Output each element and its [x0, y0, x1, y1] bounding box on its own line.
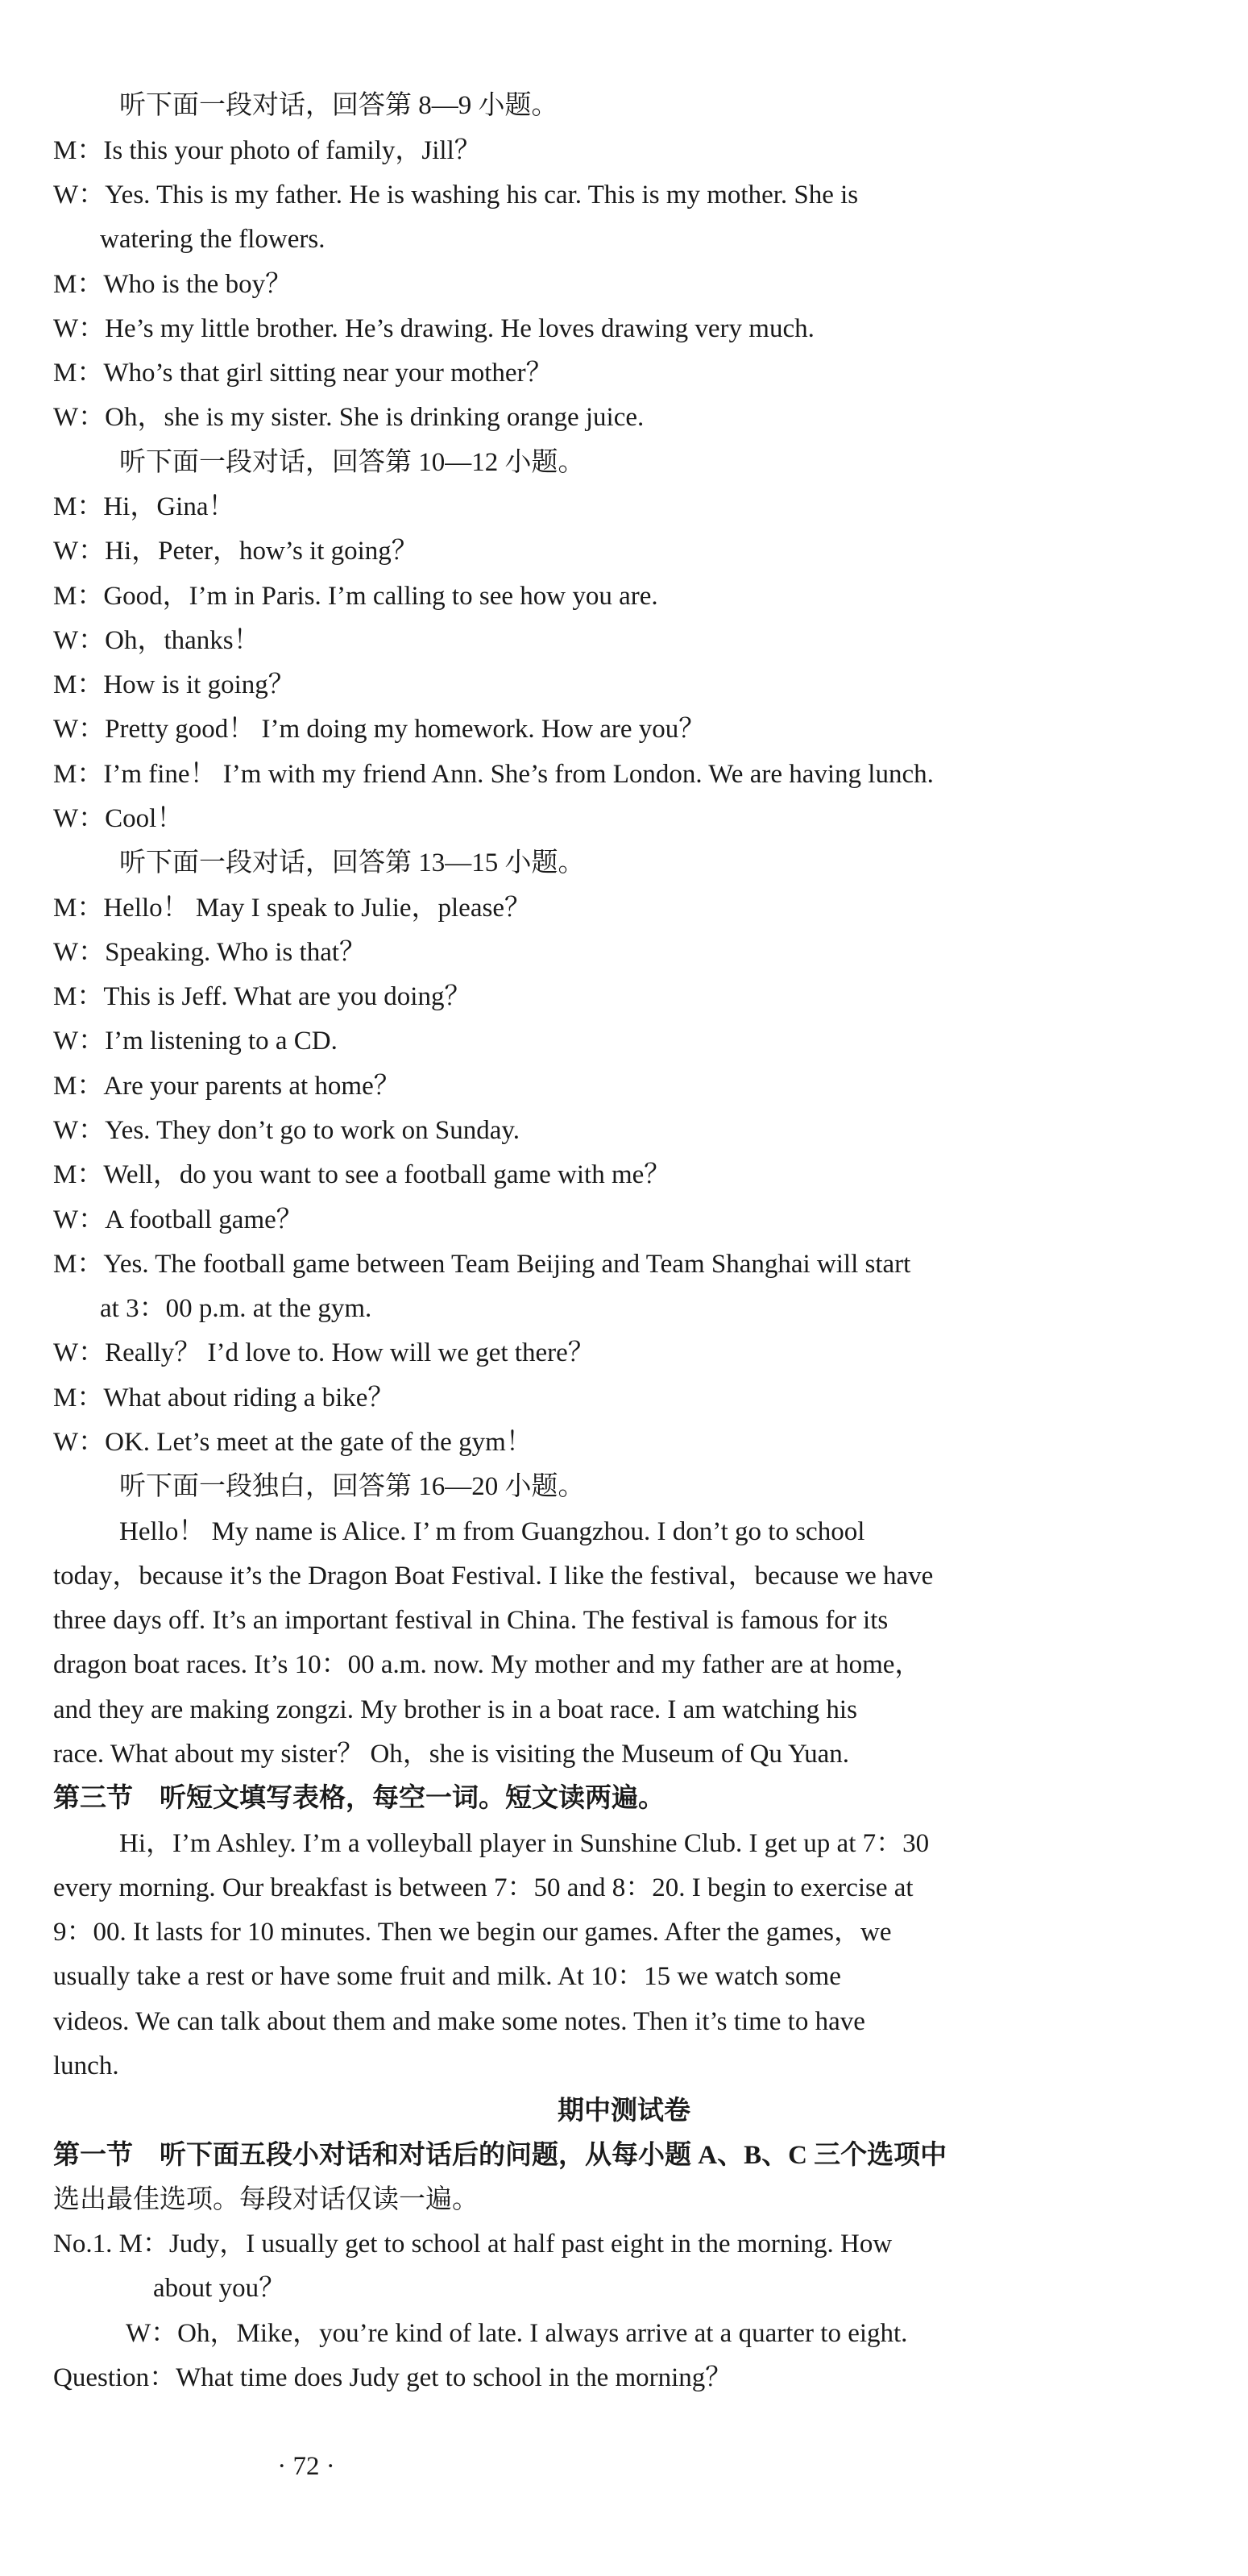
section-heading: 第一节 听下面五段小对话和对话后的问题，从每小题 A、B、C 三个选项中 — [53, 2141, 947, 2170]
monologue-line: today，because it’s the Dragon Boat Festival. I like the festival，because we have — [53, 1562, 934, 1591]
page-number: · 72 · — [277, 2452, 335, 2481]
dialogue-line: M：How is it going？ — [53, 670, 295, 699]
dialogue-line: W：Pretty good！ I’m doing my homework. How are you？ — [53, 715, 706, 744]
dialogue-line: M：Hi，Gina！ — [53, 492, 235, 521]
section-instruction: 听下面一段独白，回答第 16—20 小题。 — [119, 1472, 585, 1501]
passage-line: every morning. Our breakfast is between 7：50 and 8：20. I begin to exercise at — [53, 1873, 914, 1902]
dialogue-line: W：Cool！ — [53, 804, 184, 833]
dialogue-line: M：This is Jeff. What are you doing？ — [53, 982, 471, 1011]
dialogue-line: M：Who’s that girl sitting near your mother？ — [53, 359, 553, 388]
section-instruction: 听下面一段对话，回答第 13—15 小题。 — [119, 848, 585, 877]
dialogue-line: W：Really？ I’d love to. How will we get there？ — [53, 1338, 595, 1367]
section-instruction: 听下面一段对话，回答第 8—9 小题。 — [119, 91, 558, 120]
dialogue-line-continued: watering the flowers. — [100, 225, 325, 254]
question-line: Question：What time does Judy get to school in the morning？ — [53, 2363, 732, 2392]
question-dialogue-line-continued: about you？ — [153, 2274, 286, 2303]
dialogue-line: W：Oh，thanks！ — [53, 626, 260, 655]
dialogue-line: M：Who is the boy？ — [53, 270, 292, 299]
test-title: 期中测试卷 — [558, 2094, 690, 2126]
dialogue-line: W：Yes. This is my father. He is washing his car. This is my mother. She is — [53, 180, 859, 209]
passage-line: usually take a rest or have some fruit and milk. At 10：15 we watch some — [53, 1962, 841, 1991]
dialogue-line: M：Well，do you want to see a football game with me？ — [53, 1160, 671, 1189]
dialogue-line: W：OK. Let’s meet at the gate of the gym！ — [53, 1428, 533, 1457]
passage-line: 9：00. It lasts for 10 minutes. Then we begin our games. After the games，we — [53, 1918, 892, 1947]
passage-line: videos. We can talk about them and make some notes. Then it’s time to have — [53, 2007, 865, 2036]
passage-line: lunch. — [53, 2051, 119, 2080]
dialogue-line: M：Hello！ May I speak to Julie，please？ — [53, 894, 531, 923]
dialogue-line: W：He’s my little brother. He’s drawing. He loves drawing very much. — [53, 314, 815, 343]
dialogue-line: M：I’m fine！ I’m with my friend Ann. She’s from London. We are having lunch. — [53, 760, 934, 789]
monologue-line: race. What about my sister？ Oh，she is visiting the Museum of Qu Yuan. — [53, 1740, 850, 1769]
dialogue-line-continued: at 3：00 p.m. at the gym. — [100, 1294, 372, 1323]
monologue-line: dragon boat races. It’s 10：00 a.m. now. My mother and my father are at home， — [53, 1650, 922, 1679]
dialogue-line: W：Oh，she is my sister. She is drinking orange juice. — [53, 403, 645, 432]
dialogue-line: W：A football game？ — [53, 1205, 303, 1234]
section-heading-continued: 选出最佳选项。每段对话仅读一遍。 — [53, 2185, 479, 2214]
question-dialogue-line: No.1. M：Judy，I usually get to school at half past eight in the morning. How — [53, 2230, 893, 2259]
section-instruction: 听下面一段对话，回答第 10—12 小题。 — [119, 448, 585, 477]
dialogue-line: M：Yes. The football game between Team Beijing and Team Shanghai will start — [53, 1250, 911, 1279]
dialogue-line: W：I’m listening to a CD. — [53, 1027, 338, 1056]
dialogue-line: M：Good，I’m in Paris. I’m calling to see how you are. — [53, 582, 658, 611]
passage-line: Hi，I’m Ashley. I’m a volleyball player in Sunshine Club. I get up at 7：30 — [119, 1829, 930, 1858]
dialogue-line: M：Is this your photo of family，Jill？ — [53, 136, 481, 165]
monologue-line: Hello！ My name is Alice. I’ m from Guangzhou. I don’t go to school — [119, 1517, 865, 1546]
dialogue-line: W：Speaking. Who is that？ — [53, 938, 367, 967]
question-dialogue-line: W：Oh，Mike，you’re kind of late. I always arrive at a quarter to eight. — [126, 2319, 908, 2348]
monologue-line: three days off. It’s an important festival in China. The festival is famous for its — [53, 1606, 889, 1635]
section-heading: 第三节 听短文填写表格，每空一词。短文读两遍。 — [53, 1784, 665, 1813]
dialogue-line: W：Yes. They don’t go to work on Sunday. — [53, 1116, 520, 1145]
monologue-line: and they are making zongzi. My brother is in a boat race. I am watching his — [53, 1695, 857, 1724]
dialogue-line: M：Are your parents at home？ — [53, 1072, 400, 1101]
dialogue-line: W：Hi，Peter，how’s it going？ — [53, 537, 418, 566]
dialogue-line: M：What about riding a bike？ — [53, 1383, 395, 1412]
